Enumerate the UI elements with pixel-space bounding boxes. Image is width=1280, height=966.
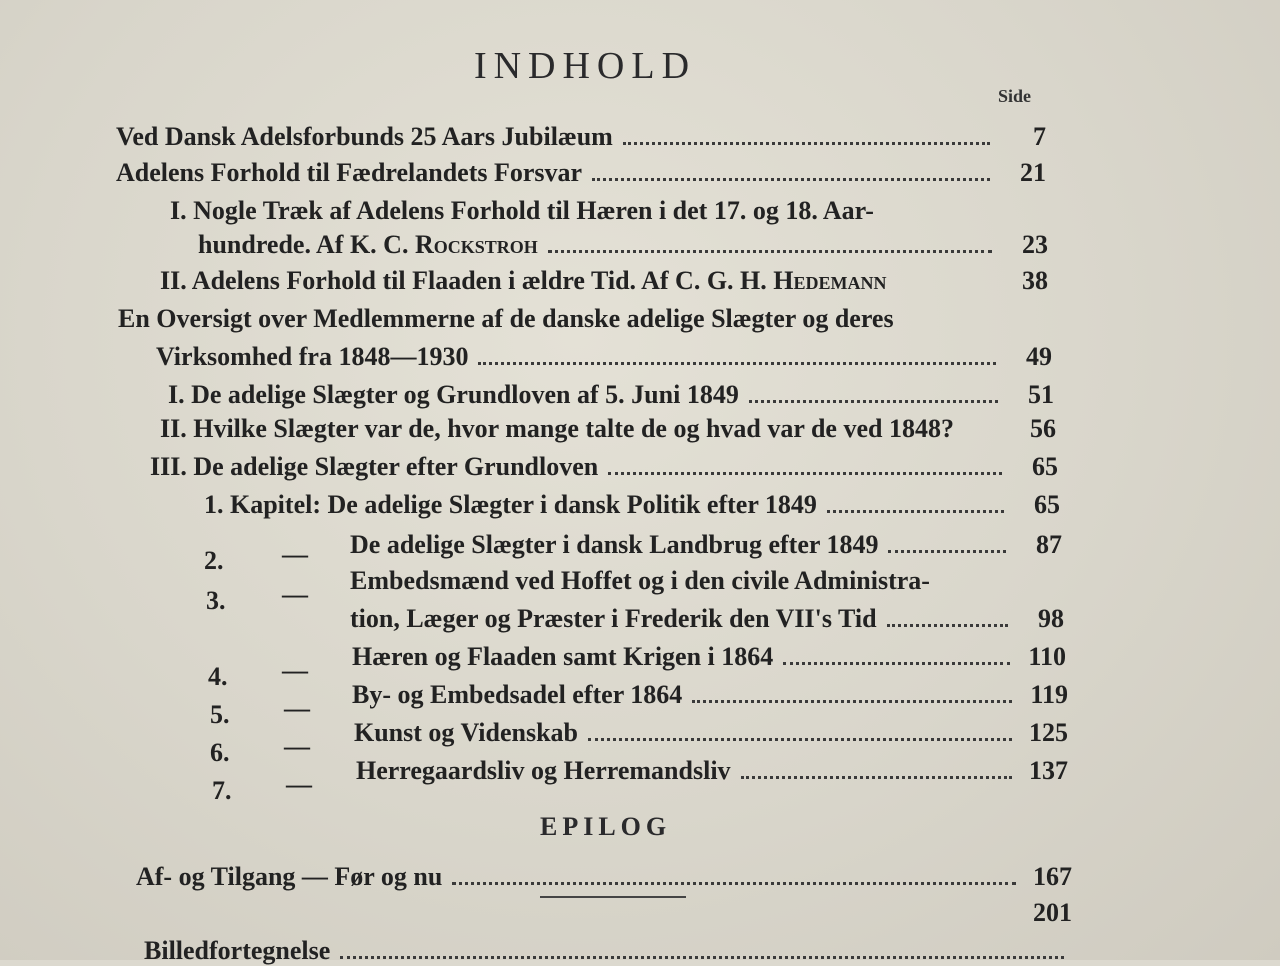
toc-entry-text: Herregaardsliv og Herremandsliv [356,756,731,785]
toc-entry [356,756,1068,786]
toc-entry-text: III. De adelige Slægter efter Grundloven [150,452,599,481]
toc-entry-text: II. Hvilke Slægter var de, hvor mange talte de og hvad var de ved 1848? [160,414,954,443]
toc-entry-text: Hæren og Flaaden samt Krigen i 1864 [352,642,774,671]
toc-page-number: 65 [1032,452,1058,481]
toc-entry [204,490,1060,520]
ditto-dash: — [282,540,308,569]
toc-entry-text: Billedfortegnelse [144,936,331,965]
toc-page-number: 7 [1033,122,1046,151]
toc-entry [144,936,1074,966]
toc-entry [160,266,1048,296]
toc-entry-text: Ved Dansk Adelsforbunds 25 Aars Jubilæum [116,122,613,151]
leader-dots [692,700,1012,703]
toc-entry-text [204,490,817,520]
toc-page-number: 49 [1026,342,1052,371]
toc-page-number: 56 [1030,414,1056,443]
leader-dots [741,776,1012,779]
toc-page-number: 87 [1036,530,1062,559]
ditto-dash: — [284,732,310,761]
toc-entry [150,452,1058,482]
toc-entry [116,122,1046,152]
leader-dots [749,400,998,403]
chapter-number: 2. [204,546,224,575]
toc-entry-text: By- og Embedsadel efter 1864 [352,680,683,709]
leader-dots [827,510,1004,513]
leader-dots [588,738,1012,741]
toc-entry-text: Af- og Tilgang — Før og nu [136,862,443,891]
toc-entry [168,380,1054,410]
toc-entry [352,642,1066,672]
author-name: Rockstroh [414,230,538,259]
toc-entry-text [198,230,538,260]
toc-page-number: 201 [1033,898,1072,927]
toc-entry-text: Kunst og Videnskab [354,718,578,747]
toc-page-number: 51 [1028,380,1054,409]
toc-entry [156,342,1052,372]
chapter-number: 4. [208,662,228,691]
toc-entry [1000,898,1072,928]
toc-page-number: 23 [1022,230,1048,259]
leader-dots [887,624,1008,627]
toc-entry [116,158,1046,188]
toc-entry-text-part: De adelige Slægter i dansk Politik efter 1849 [327,490,817,519]
ditto-dash: — [284,694,310,723]
toc-entry-text: Embedsmænd ved Hoffet og i den civile Administra- [350,566,930,595]
section-divider [540,896,686,898]
toc-page-number: 98 [1038,604,1064,633]
toc-page-number: 167 [1033,862,1072,891]
chapter-number: 3. [206,586,226,615]
toc-entry-text: De adelige Slægter i dansk Landbrug efter 1849 [350,530,879,559]
toc-entry-text: Virksomhed fra 1848—1930 [156,342,469,371]
toc-entry [136,862,1072,892]
toc-entry [198,230,1048,260]
chapter-number: 5. [210,700,230,729]
leader-dots [452,882,1016,885]
leader-dots [548,250,992,253]
toc-entry-text [160,266,887,296]
leader-dots [608,472,1002,475]
leader-dots [623,142,990,145]
toc-page-number: 125 [1029,718,1068,747]
toc-entry-text-part: II. Adelens Forhold til Flaaden i ældre Tid. Af C. G. H. [160,266,767,295]
leader-dots [783,662,1010,665]
page-title: INDHOLD [473,45,697,87]
toc-entry-text: tion, Læger og Præster i Frederik den VII's Tid [350,604,877,633]
toc-entry [352,680,1068,710]
toc-page-number: 65 [1034,490,1060,519]
side-column-label: Side [998,86,1032,106]
ditto-dash: — [282,580,308,609]
toc-entry [160,414,1056,444]
toc-entry-text: Adelens Forhold til Fædrelandets Forsvar [116,158,583,187]
chapter-number: 1. Kapitel: [204,490,321,519]
toc-entry-text-part: hundrede. Af K. C. [198,230,409,259]
toc-page-number: 137 [1029,756,1068,785]
toc-entry [354,718,1068,748]
leader-dots [592,178,990,181]
epilog-heading: EPILOG [540,812,672,841]
ditto-dash: — [286,770,312,799]
chapter-number: 7. [212,776,232,805]
chapter-number: 6. [210,738,230,767]
toc-entry-text: En Oversigt over Medlemmerne af de danske adelige Slægter og deres [118,304,894,333]
author-name: Hedemann [773,266,887,295]
toc-entry [350,530,1062,560]
toc-page-number: 119 [1030,680,1068,709]
leader-dots [478,362,996,365]
ditto-dash: — [282,656,308,685]
toc-entry [350,604,1064,634]
toc-entry-text: I. De adelige Slægter og Grundloven af 5. Juni 1849 [168,380,739,409]
toc-page-number: 38 [1022,266,1048,295]
leader-dots [888,550,1006,553]
leader-dots [340,956,1064,959]
toc-page-number: 110 [1028,642,1066,671]
toc-entry-text: I. Nogle Træk af Adelens Forhold til Hæren i det 17. og 18. Aar- [170,196,874,225]
toc-page-number: 21 [1020,158,1046,187]
